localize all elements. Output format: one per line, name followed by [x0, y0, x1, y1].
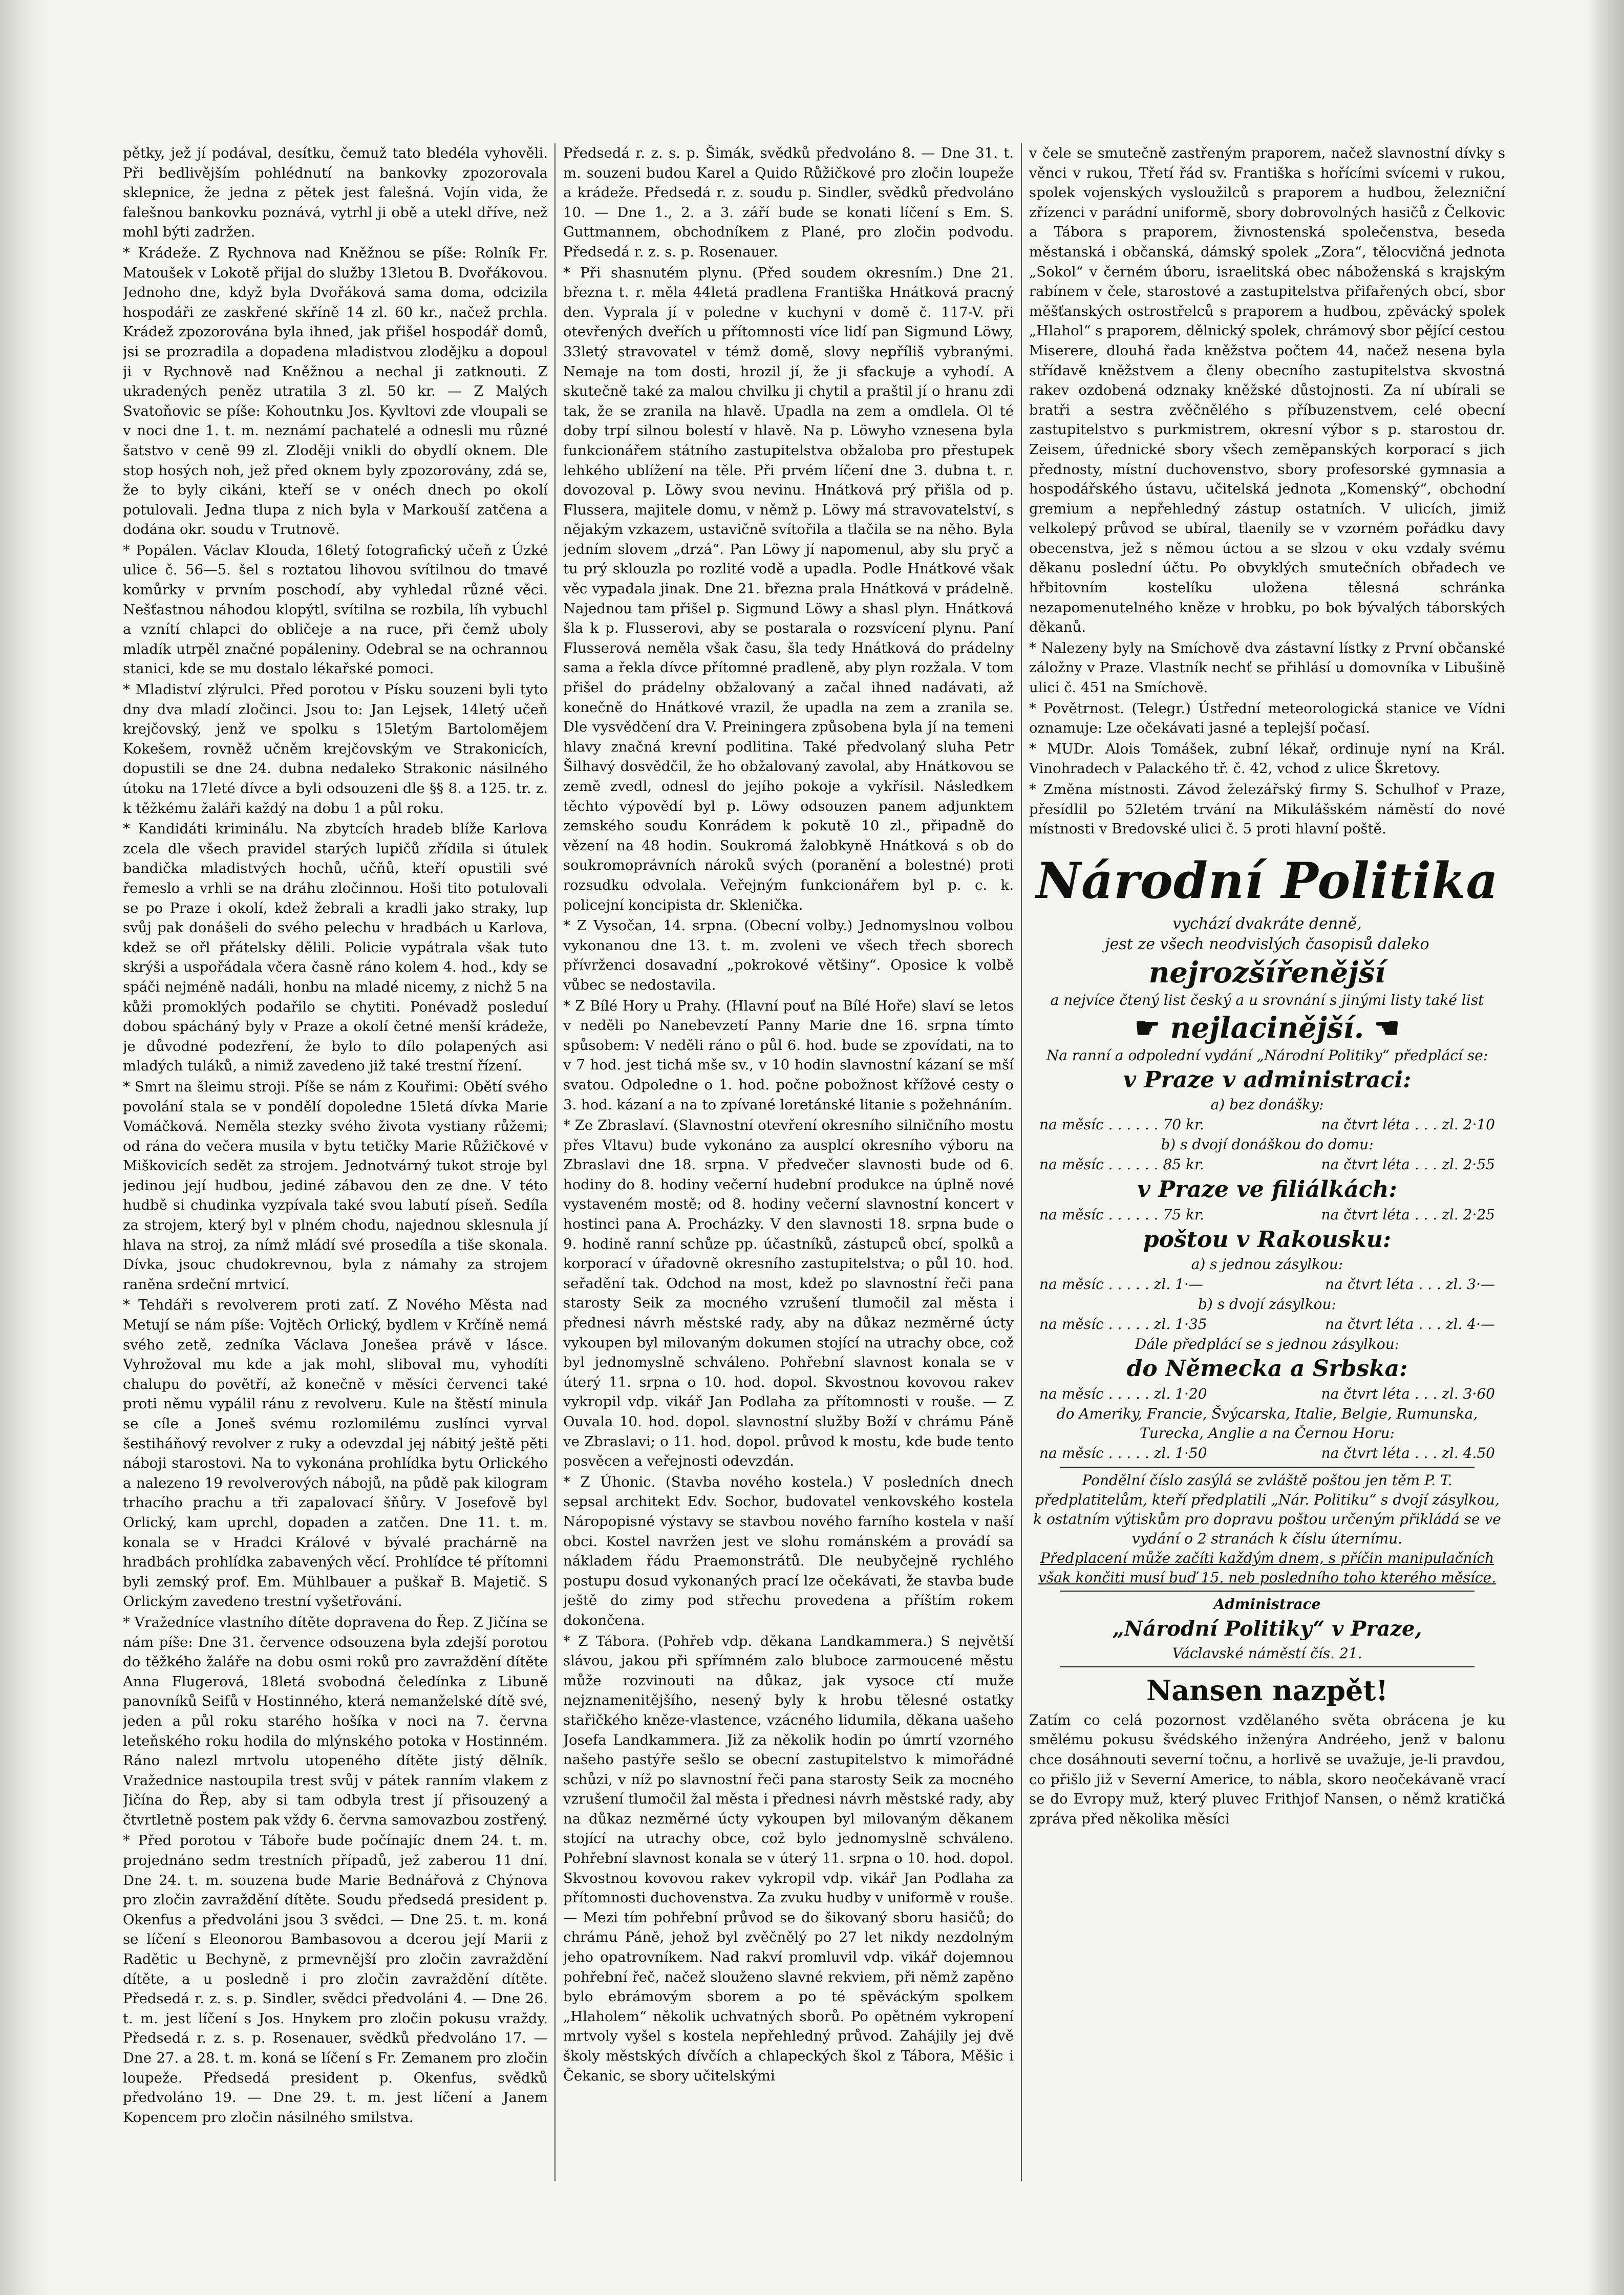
- paragraph: pětky, jež jí podával, desítku, čemuž tato bledéla vyhověli. Při bedlivějším pohlédnutí na bankovky zpozorovala sklepnice, že jedna z pětek jest falešná. Vojín vida, že falešnou bankovku poznává, vytrhl ji obě a utekl dříve, než mohl býti zadržen.: [123, 145, 548, 241]
- paragraph: * Popálen. Václav Klouda, 16letý fotografický učeň z Úzké ulice č. 56—5. šel s roztatou lihovou svítilnou do tmavé komůrky v prvním poschodí, aby vyhledal různé věci. Nešťastnou náhodou klopýtl, svítilna se rozbila, líh vybuchl a vznítí chlapci do obličeje a na ruce, při čemž uboly mladík utrpěl značné popáleniny. Odebral se na ochrannou stanici, kde se mu dostalo lékařské pomoci.: [123, 542, 548, 677]
- price-month: na měsíc . . . . . zl. 1·35: [1039, 1315, 1207, 1333]
- ad-label: a) bez donášky:: [1210, 1096, 1324, 1113]
- ad-label: do Ameriky, Francie, Švýcarska, Italie, Belgie, Rumunska, Turecka, Anglie a na Černou Horu:: [1056, 1405, 1478, 1442]
- price-month: na měsíc . . . . . zl. 1·50: [1039, 1444, 1207, 1462]
- column-2: [563, 143, 1014, 2181]
- ad-masthead: Národní Politika: [1036, 851, 1499, 910]
- price-row: [1029, 1114, 1505, 1135]
- divider: [1060, 1666, 1475, 1667]
- ad-label: a) s jednou zásylkou:: [1191, 1255, 1343, 1273]
- column-3: [1029, 143, 1505, 2181]
- scan-left-edge: [0, 0, 47, 2295]
- ad-admin-title: Administrace: [1213, 1595, 1321, 1613]
- ad-label: b) s dvojí donáškou do domu:: [1161, 1135, 1374, 1153]
- ad-note: Předplacení může začíti každým dnem, s příčin manipulačních však končiti musí buď 15. neb posledního toho kterého měsíce.: [1038, 1549, 1497, 1586]
- pointing-hand-icon: ☚: [1364, 1011, 1400, 1045]
- price-row: [1029, 1443, 1505, 1464]
- ad-admin-name: „Národní Politiky“ v Praze,: [1112, 1616, 1422, 1641]
- price-row: [1029, 1274, 1505, 1295]
- paragraph: * Povětrnost. (Telegr.) Ústřední meteorologická stanice ve Vídni oznamuje: Lze očekávati jasné a teplejší počasí.: [1029, 700, 1505, 737]
- paragraph: * Krádeže. Z Rychnova nad Kněžnou se píše: Rolník Fr. Matoušek v Lokotě přijal do služby 13letou B. Dvořákovou. Jednoho dne, když byla Dvořáková sama doma, odcizila hospodáři ze zaskřené skříně 14 zl. 60 kr., načež prchla. Krádež zpozorována byla ihned, jak přišel hospodář domů, jsi se prozradila a dopadena mladistvou zlodějku a dopoul ji v Rychnově nad Kněžnou a nechal ji zatknouti. Z ukradených peněz utratila 3 zl. 50 kr. — Z Malých Svatoňovic se píše: Kohoutnku Jos. Kyvltovi zde vloupali se v noci dne 1. t. m. neznámí pachatelé a odnesli mu různé šatstvo v ceně 99 zl. Zloději vnikli do obydlí oknem. Dle stop hosých noh, jež před oknem byly zpozorovány, zdá se, že to byly cikáni, kteří se v onéch dnech po okolí potulovali. Jedna tlupa z nich byla v Markouší zatčena a dodána okr. soudu v Trutnově.: [123, 244, 548, 538]
- ad-cheapest: nejlacinější.: [1170, 1011, 1364, 1045]
- paragraph: * Před porotou v Táboře bude počínajíc dnem 24. t. m. projednáno sedm trestních případů, jež zaberou 11 dní. Dne 24. t. m. souzena bude Marie Bednářová z Chýnova pro zločin zavraždění dítěte. Soudu předsedá president p. Okenfus a předvoláni jsou 3 svědci. — Dne 25. t. m. koná se líčení s Eleonorou Bambasovou a dcerou její Marii z Radětic u Bechyně, z prmevnější pro zločin zavraždění dítěte, a u posledně i pro zločin zavraždění dítěte. Předsedá r. z. s. p. Sindler, svědci předvoláni 4. — Dne 26. t. m. jest líčení s Jos. Hnykem pro zločin pokusu vraždy. Předsedá r. z. s. p. Rosenauer, svědků předvoláno 17. — Dne 27. a 28. t. m. koná se líčení s Fr. Zemanem pro zločin loupeže. Předsedá president p. Okenfus, svědků předvoláno 19. — Dne 29. t. m. jest líčení a Janem Kopencem pro zločin násilného smilstva.: [123, 1832, 548, 2126]
- paragraph: v čele se smutečně zastřeným praporem, načež slavnostní dívky s věnci v rukou, Třetí řád sv. Františka s hořícími svícemi v rukou, spolek vojenských vysloužilců s praporem a hudbou, železniční zřízenci v parádní uniformě, sbory dobrovolných hasičů z Čelkovic a Tábora s praporem, živnostenská společenstva, beseda městanská i občanská, dámský spolek „Zora“, tělocvičná jednota „Sokol“ v černém úboru, israelitská obec náboženská s krajským rabínem v čele, starostové a zastupitelstva přifařených obcí, sbor měšťanských ostrostřelců s praporem a hudbou, zpěvácký spolek „Hlahol“ s praporem, dělnický spolek, chrámový sbor pějící cestou Miserere, dlouhá řada kněžstva počtem 44, načež nesena byla střídavě kněžstvem a členy obecního zastupitelstva skvostná rakev ozdobená odznaky kněžské důstojnosti. Za ní ubírali se bratři a sestra zvěčnělého s příbuzenstvem, celé obecní zastupitelstvo s purkmistrem, okresní výbor s p. starostou dr. Zeisem, úřednické sbory všech zeměpanských korporací s jich přednosty, místní duchovenstvo, sbory profesorské gymnasia a hospodářského ústavu, učitelská jednota „Komenský“, obchodní gremium a nepřehledný zástup ostatních. V ulicích, jimiž velkolepý průvod se ubíral, tlaenily se v vzorném pořádku davy obecenstva, jež s němou úctou a se slzou v oku vzdaly svému děkanu poslední účtu. Po obvyklých smutečních obřadech ve hřbitovním kostelíku uložena tělesná schránka nezapomenutelného kněze v hrobku, po bok bývalých táborských děkanů.: [1029, 145, 1505, 636]
- advertisement-narodni-politika: [1029, 850, 1505, 1667]
- ad-section-heading: do Německa a Srbska:: [1126, 1355, 1408, 1382]
- ad-note: Pondělní číslo zasýlá se zvláště poštou jen těm P. T. předplatitelům, kteří předplatili „Nár. Politiku“ s dvojí zásylkou, k ostatním výtiskům pro dopravu poštou určeným přikládá se ve vydání o 2 stranách k číslu úternímu.: [1033, 1471, 1501, 1547]
- paragraph: * Nalezeny byly na Smíchově dva zástavní lístky z První občanské záložny v Praze. Vlastník nechť se přihlásí u domovníka v Libušině ulici č. 451 na Smíchově.: [1029, 639, 1505, 696]
- price-row: [1029, 1384, 1505, 1404]
- price-row: [1029, 1314, 1505, 1335]
- column-rule: [554, 143, 555, 2181]
- paragraph: * Z Tábora. (Pohřeb vdp. děkana Landkammera.) S největší slávou, jakou při spřímném zalo bluboce zarmoucené městu může rozvinouti na důkaz, jak vysoce ctí muže nejznamenitějšího, nesený byly k hrobu tělesné ostatky stařičkého kněze-vlastence, vzácného lidumila, děkana uašeho Josefa Landkammera. Již za několik hodin po úmrtí vzorného našeho pastýře sešlo se obecní zastupitelstvo k mimořádné schůzi, v níž po slavnostní řeči pana starosty Seik za mocného vzrušení tlumočil žal města i přednesi návrh městské rady, aby na důkaz nezměrné úcty vykoupen byl milovaným děkanem stojící na utrachy obce, což bylo jednomyslně schváleno. Pohřební slavnost konala se v úterý 11. srpna o 10. hod. dopol. Skvostnou kovovou rakev vykropil vdp. vikář Jan Podlaha za přítomnosti duchovenstva. Za zvuku hudby v uniformě v rouše. — Mezi tím pohřební průvod se do šikovaný sboru hasičů; do chrámu Páně, jehož byl zvěčnělý po 27 let nikdy nezdolným jeho opatrovníkem. Nad rakví promluvil vdp. vikář dojemnou pohřební řeč, načež slouženo slavné rekviem, při němž zapěno bylo ebrámovým sborem a po té spěváckým spolkem „Hlaholem“ několik uchvatných sborů. Po opětném vykropení mrtvoly vyšel s kostela nepřehledný průvod. Zahájily jej dvě školy městských dívčích a chlapeckých škol z Tábora, Měšic i Čekanic, se sbory učitelskými: [563, 1633, 1014, 2084]
- column-1: [123, 143, 548, 2181]
- paragraph: * Z Úhonic. (Stavba nového kostela.) V posledních dnech sepsal architekt Edv. Sochor, budovatel venkovského kostela Náropopisné výstavy se stavbou nového farního kostela v naší obci. Kostel navržen jest ve slohu románském a provádí sa nákladem řádu Praemonstrátů. Dle neubyčejně rychlého postupu dosud vykonaných prací lze očekávati, že stavba bude ještě do zimy pod střechu provedena a příštím rokem dokončena.: [563, 1473, 1014, 1628]
- ad-line: vychází dvakráte denně,: [1172, 914, 1362, 933]
- ad-section-heading: v Praze ve filiálkách:: [1137, 1176, 1397, 1203]
- ad-section-heading: poštou v Rakousku:: [1143, 1226, 1392, 1253]
- paragraph: * MUDr. Alois Tomášek, zubní lékař, ordinuje nyní na Král. Vinohradech v Palackého tř. č. 42, vchod z ulice Škretovy.: [1029, 740, 1505, 777]
- price-quarter: na čtvrt léta . . . zl. 3·—: [1325, 1275, 1495, 1293]
- price-month: na měsíc . . . . . . 70 kr.: [1039, 1116, 1205, 1133]
- ad-admin-address: Václavské náměstí čís. 21.: [1172, 1644, 1362, 1662]
- paragraph: * Z Bílé Hory u Prahy. (Hlavní pouť na Bílé Hoře) slaví se letos v neděli po Nanebevzetí Panny Marie dne 16. srpna tímto spůsobem: V neděli ráno o půl 6. hod. bude se zpovídati, na to v 7 hod. jest tichá mše sv., v 10 hodin slavnostní kázaní se mší svatou. Odpoledne o 1. hod. počne pobožnost křížové cesty o 3. hod. kázaní a na to zpívané loretánské litanie s požehnáním.: [563, 997, 1014, 1113]
- scan-right-edge: [1588, 0, 1624, 2295]
- price-quarter: na čtvrt léta . . . zl. 2·25: [1321, 1206, 1495, 1223]
- price-quarter: na čtvrt léta . . . zl. 4·—: [1325, 1315, 1495, 1333]
- price-quarter: na čtvrt léta . . . zl. 2·55: [1321, 1155, 1495, 1173]
- article-title: Nansen nazpět!: [1146, 1674, 1388, 1707]
- divider: [1060, 1591, 1475, 1592]
- ad-line: a nejvíce čtený list český a u srovnání s jinými listy také list: [1050, 991, 1484, 1009]
- newspaper-page: [123, 143, 1526, 2191]
- paragraph: * Ze Zbraslaví. (Slavnostní otevření okresního silničního mostu přes Vltavu) bude vykonáno za ausplcí okresního výboru na Zbraslavi dne 18. srpna. V předvečer slavnosti bude od 6. hodiny do 8. hodiny večerní hudební produkce na úplně nové vystaveném mostě; od 8. hodiny večerní slavnostní koncert v hostinci pana A. Procházky. V den slavnosti 18. srpna bude o 9. hodině ranní schůze pp. účastníků, zástupců obcí, spolků a korporací v úřadovně okresního zastupitelstva; o půl 10. hod. seřadění tak. Odchod na most, kdež po slavnostní řeči pana starosty Seik za mocného vzrušení tlumočil zal města i přednesi návrh městské rady, aby na důkaz nezměrné úcty vykoupen byl milovaným dokumen stojící na utrachy obce, což byl jednomyslně schváleno. Pohřební slavnost konala se v úterý 11. srpna o 10. hod. dopol. Skvostnou kovovou rakev vykropil vdp. vikář Jan Podlaha za přítomnosti v rouše. — Z Ouvala 10. hod. dopol. slavnostní služby Boží v chrámu Páně ve Zbraslavi; o 11. hod. dopol. průvod k mostu, kde bude tento posvěcen a veřejnosti odevzdán.: [563, 1117, 1014, 1470]
- column-rule: [1021, 143, 1022, 2181]
- ad-label: Dále předplácí se s jednou zásylkou:: [1135, 1335, 1400, 1353]
- divider: [1060, 1467, 1475, 1468]
- ad-section-heading: v Praze v administraci:: [1123, 1066, 1412, 1093]
- paragraph: * Kandidáti kriminálu. Na zbytcích hradeb blíže Karlova zcela dle všech pravidel starých lupičů zřídila si útulek bandička mladistvých hochů, učňů, kteří opustili své řemeslo a vrhli se na dráhu zločinnou. Hoši tito potulovali se po Praze i okolí, kdež žebrali a kradli jako straky, lup svůj pak donášeli do svého pelechu v hradbách u Karlova, kdež se ořl přátelsky dělili. Policie vypátrala však tuto skrýši a uspořádala včera časně ráno kolem 4. hod., kdy se spáči nejméně nadáli, honbu na mladé nicemy, z nichž 5 na kůži promoklých podařilo se chytiti. Ponévadž posleduí dobou spácháný byly v Praze a okolí četné menší krádeže, je důvodné podezření, že bylo to dílo polapených asi mladých tuláků, a nimiž zavedeno již také trestní řízení.: [123, 821, 548, 1075]
- price-quarter: na čtvrt léta . . . zl. 3·60: [1321, 1385, 1495, 1402]
- paragraph: * Z Vysočan, 14. srpna. (Obecní volby.) Jednomyslnou volbou vykonanou dne 13. t. m. zvoleni ve všech třech sborech přívrženci dosavadní „pokrokové většiny“. Oposice k volbě vůbec se nedostavila.: [563, 917, 1014, 993]
- paragraph: Předsedá r. z. s. p. Šimák, svědků předvoláno 8. — Dne 31. t. m. souzeni budou Karel a Quido Růžičkové pro zločin loupeže a krádeže. Předsedá r. z. soudu p. Sindler, svědků předvoláno 10. — Dne 1., 2. a 3. září bude se konati líčení s Em. S. Guttmannem, obchodníkem z Plané, pro zločin podvodu. Předsedá r. z. s. p. Rosenauer.: [563, 145, 1014, 260]
- ad-line: Na ranní a odpolední vydání „Národní Politiky“ předplácí se:: [1046, 1046, 1488, 1064]
- paragraph: * Změna místnosti. Závod železářský firmy S. Schulhof v Praze, přesídlil po 52letém trvání na Mikulášském náměstí do nové místnosti v Bredovské ulici č. 5 proti hlavní poště.: [1029, 781, 1505, 838]
- price-month: na měsíc . . . . . . 75 kr.: [1039, 1206, 1205, 1223]
- paragraph: * Smrt na šleimu stroji. Píše se nám z Kouřimi: Obětí svého povolání stala se v pondělí dopoledne 15letá dívka Marie Vomáčková. Neměla stezky svého života vystiany růžemi; od rána do večera musila v bytu tetičky Marie Růžičkové v Miškovicích sedět za strojem. Jednotvárný tukot stroje byl jedinou její hudbou, jediné zábavou den ze dne. V této hudbě si chudinka vyzpívala také svou labutí píseň. Sedíla za strojem, který byl v plném chodu, najednou sklesnula jí hlava na stroj, za nímž mládí své prosedíla a tiše skonala. Dívka, jsouc chudokrevnou, byla z námahy za strojem raněna srdeční mrtvicí.: [123, 1078, 548, 1293]
- ad-headline: [1029, 1010, 1505, 1046]
- paragraph: * Mladiství zlýrulci. Před porotou v Písku souzeni byli tyto dny dva mladí zločinci. Jsou to: Jan Lejsek, 14letý učeň krejčovský, jenž ve spolku s 15letým Bartolomějem Kokešem, rovněž učněm krejčovským ve Strakonicích, dopustili se dne 24. dubna nedaleko Strakonic násilného útoku na 17leté dívce a byli odsouzeni dle §§ 8. a 125. tr. z. k těžkému žaláři každý na dobu 1 a půl roku.: [123, 681, 548, 817]
- price-quarter: na čtvrt léta . . . zl. 4.50: [1321, 1444, 1495, 1462]
- ad-line: jest ze všech neodvislých časopisů daleko: [1105, 935, 1429, 953]
- price-month: na měsíc . . . . . zl. 1·—: [1039, 1275, 1203, 1293]
- paragraph: * Při shasnutém plynu. (Před soudem okresním.) Dne 21. března t. r. měla 44letá pradlena Františka Hnátková pracný den. Vyprala jí v poledne v kuchyni v domě č. 117-V. při otevřených dveřích u přítomnosti více lidí pan Sigmund Löwy, 33letý stravovatel v témž domě, slovy nepříliš vybranými. Nemaje na tom dosti, hrozil jí, že ji sfackuje a vyhodí. A skutečně také za malou chvilku ji chytil a praštil jí o hranu zdi tak, že se zranila na hlavě. Upadla na zem a omdlela. Ol té doby trpí silnou bolestí v hlavě. Na p. Löwyho vznesena byla funkcionářem státního zastupitelstva obžaloba pro přestupek lehkého ublížení na těle. Při prvém líčení dne 3. dubna t. r. dovozoval p. Löwy svou nevinu. Hnátková prý přišla od p. Flussera, majitele domu, v němž p. Löwy má stravovatelství, s nějakým vzkazem, ustavičně svítořila a tlačila se na něho. Byla jedním slovem „drzá“. Pan Löwy jí napomenul, aby slu pryč a tu prý sklouzla po rozlité vodě a upadla. Podle Hnátkové však věc vypadala jinak. Dne 21. března prala Hnátková v prádelně. Najednou tam přišel p. Sigmund Löwy a shasl plyn. Hnátková šla k p. Flusserovi, aby se postarala o rozsvícení plynu. Paní Flusserová neměla však času, šla tedy Hnátková do prádelny sama a řekla dívce přítomné pradleně, aby plyn rozžala. V tom přišel do prádelny obžalovaný a začal ihned nadávati, až konečně do Hnátkové vrazil, že upadla na zem a zranila se. Dle vysvědčení dra V. Preiningera způsobena byla jí na temeni hlavy značná krevní podlitina. Také předvolaný sluha Petr Šilhavý dosvědčil, že ho obžalovaný zavolal, aby Hnátkovou se země zvedl, odnesl do jejího pokoje a vykřísil. Následkem těchto výpovědí byl p. Löwy odsouzen panem adjunktem zemského soudu Konrádem k pokutě 10 zl., připadně do vězení na 48 hodin. Soukromá žalobkyně Hnátková s ob do soukromoprávních nároků svých (poranění a bolestné) proti rozsudku odvolala. Veřejným funkcionářem byl p. c. k. policejní koncipista dr. Sklenička.: [563, 264, 1014, 913]
- price-row: [1029, 1154, 1505, 1175]
- price-month: na měsíc . . . . . . 85 kr.: [1039, 1155, 1205, 1173]
- paragraph: * Vražedníce vlastního dítěte dopravena do Řep. Z Jičína se nám píše: Dne 31. července odsouzena byla zdejší porotou do těžkého žaláře na dobu osmi roků pro zavraždění dítěte Anna Flugerová, 18letá svobodná čeledínka z Libuně panovníků Seifů v Hostinného, která nemanželské dítě své, jeden a půl roku starého hošíka v noci na 7. června leteňského roku hodila do mlýnského potoka v Hostinném. Ráno nalezl mrtvolu utopeného dítěte jistý dělník. Vražednice nastoupila trest svůj v pátek ranním vlakem z Jičína do Řep, aby si tam odbyla trest jí přisouzený a čtvrtletně postem pak vždy 6. června samovazbou zostřený.: [123, 1614, 548, 1828]
- pointing-hand-icon: ☛: [1135, 1011, 1170, 1045]
- paragraph: * Tehdáři s revolverem proti zatí. Z Nového Města nad Metují se nám píše: Vojtěch Orlický, bydlem v Krčíně nemá svého zetě, zedníka Václava Jonešea právě v lásce. Vyhrožoval mu kde a jak mohl, sliboval mu, vyhodíti chalupu do povětří, až konečně v měsíci červenci také proti němu vypálil ránu z revolveru. Kule na štěstí minula se cíle a Joneš svému rozlomilému zuslínci vyrval šestiháňový revolver z ruky a odevzdal jej nábitý ještě pěti náboji starostovi. Na to vykonána prohlídka bytu Orlického a nalezeno 19 revolverových nábojů, na půdě pak kilogram trhacího prachu a tři zapalovací šňůry. V Josefově byl Orlický, kam uprchl, dopaden a zatčen. Dne 11. t. m. konala se v Hradci Králové v bývalé prachárně na hradbách prohlídka zabavených věcí. Prohlídce té přítomni byli zemský prof. Em. Mühlbauer a puškař B. Majetič. S Orlickým zavedeno trestní vyšetřování.: [123, 1297, 548, 1610]
- paragraph: Zatím co celá pozornost vzdělaného světa obrácena je ku smělému pokusu švédského inženýra Andréeho, jenž v balonu chce dosáhnouti severní točnu, a horlivě se uvažuje, je-li pravdou, co přišlo již v Severní Americe, to nábla, skoro neočekávaně vrací se do Evropy muž, který pluvec Frithjof Nansen, o němž kratičká zpráva před několika měsíci: [1029, 1711, 1505, 1827]
- price-month: na měsíc . . . . . zl. 1·20: [1039, 1385, 1207, 1402]
- price-row: [1029, 1205, 1505, 1225]
- ad-headline: nejrozšířenější: [1148, 955, 1386, 990]
- ad-label: b) s dvojí zásylkou:: [1198, 1295, 1337, 1313]
- price-quarter: na čtvrt léta . . . zl. 2·10: [1321, 1116, 1495, 1133]
